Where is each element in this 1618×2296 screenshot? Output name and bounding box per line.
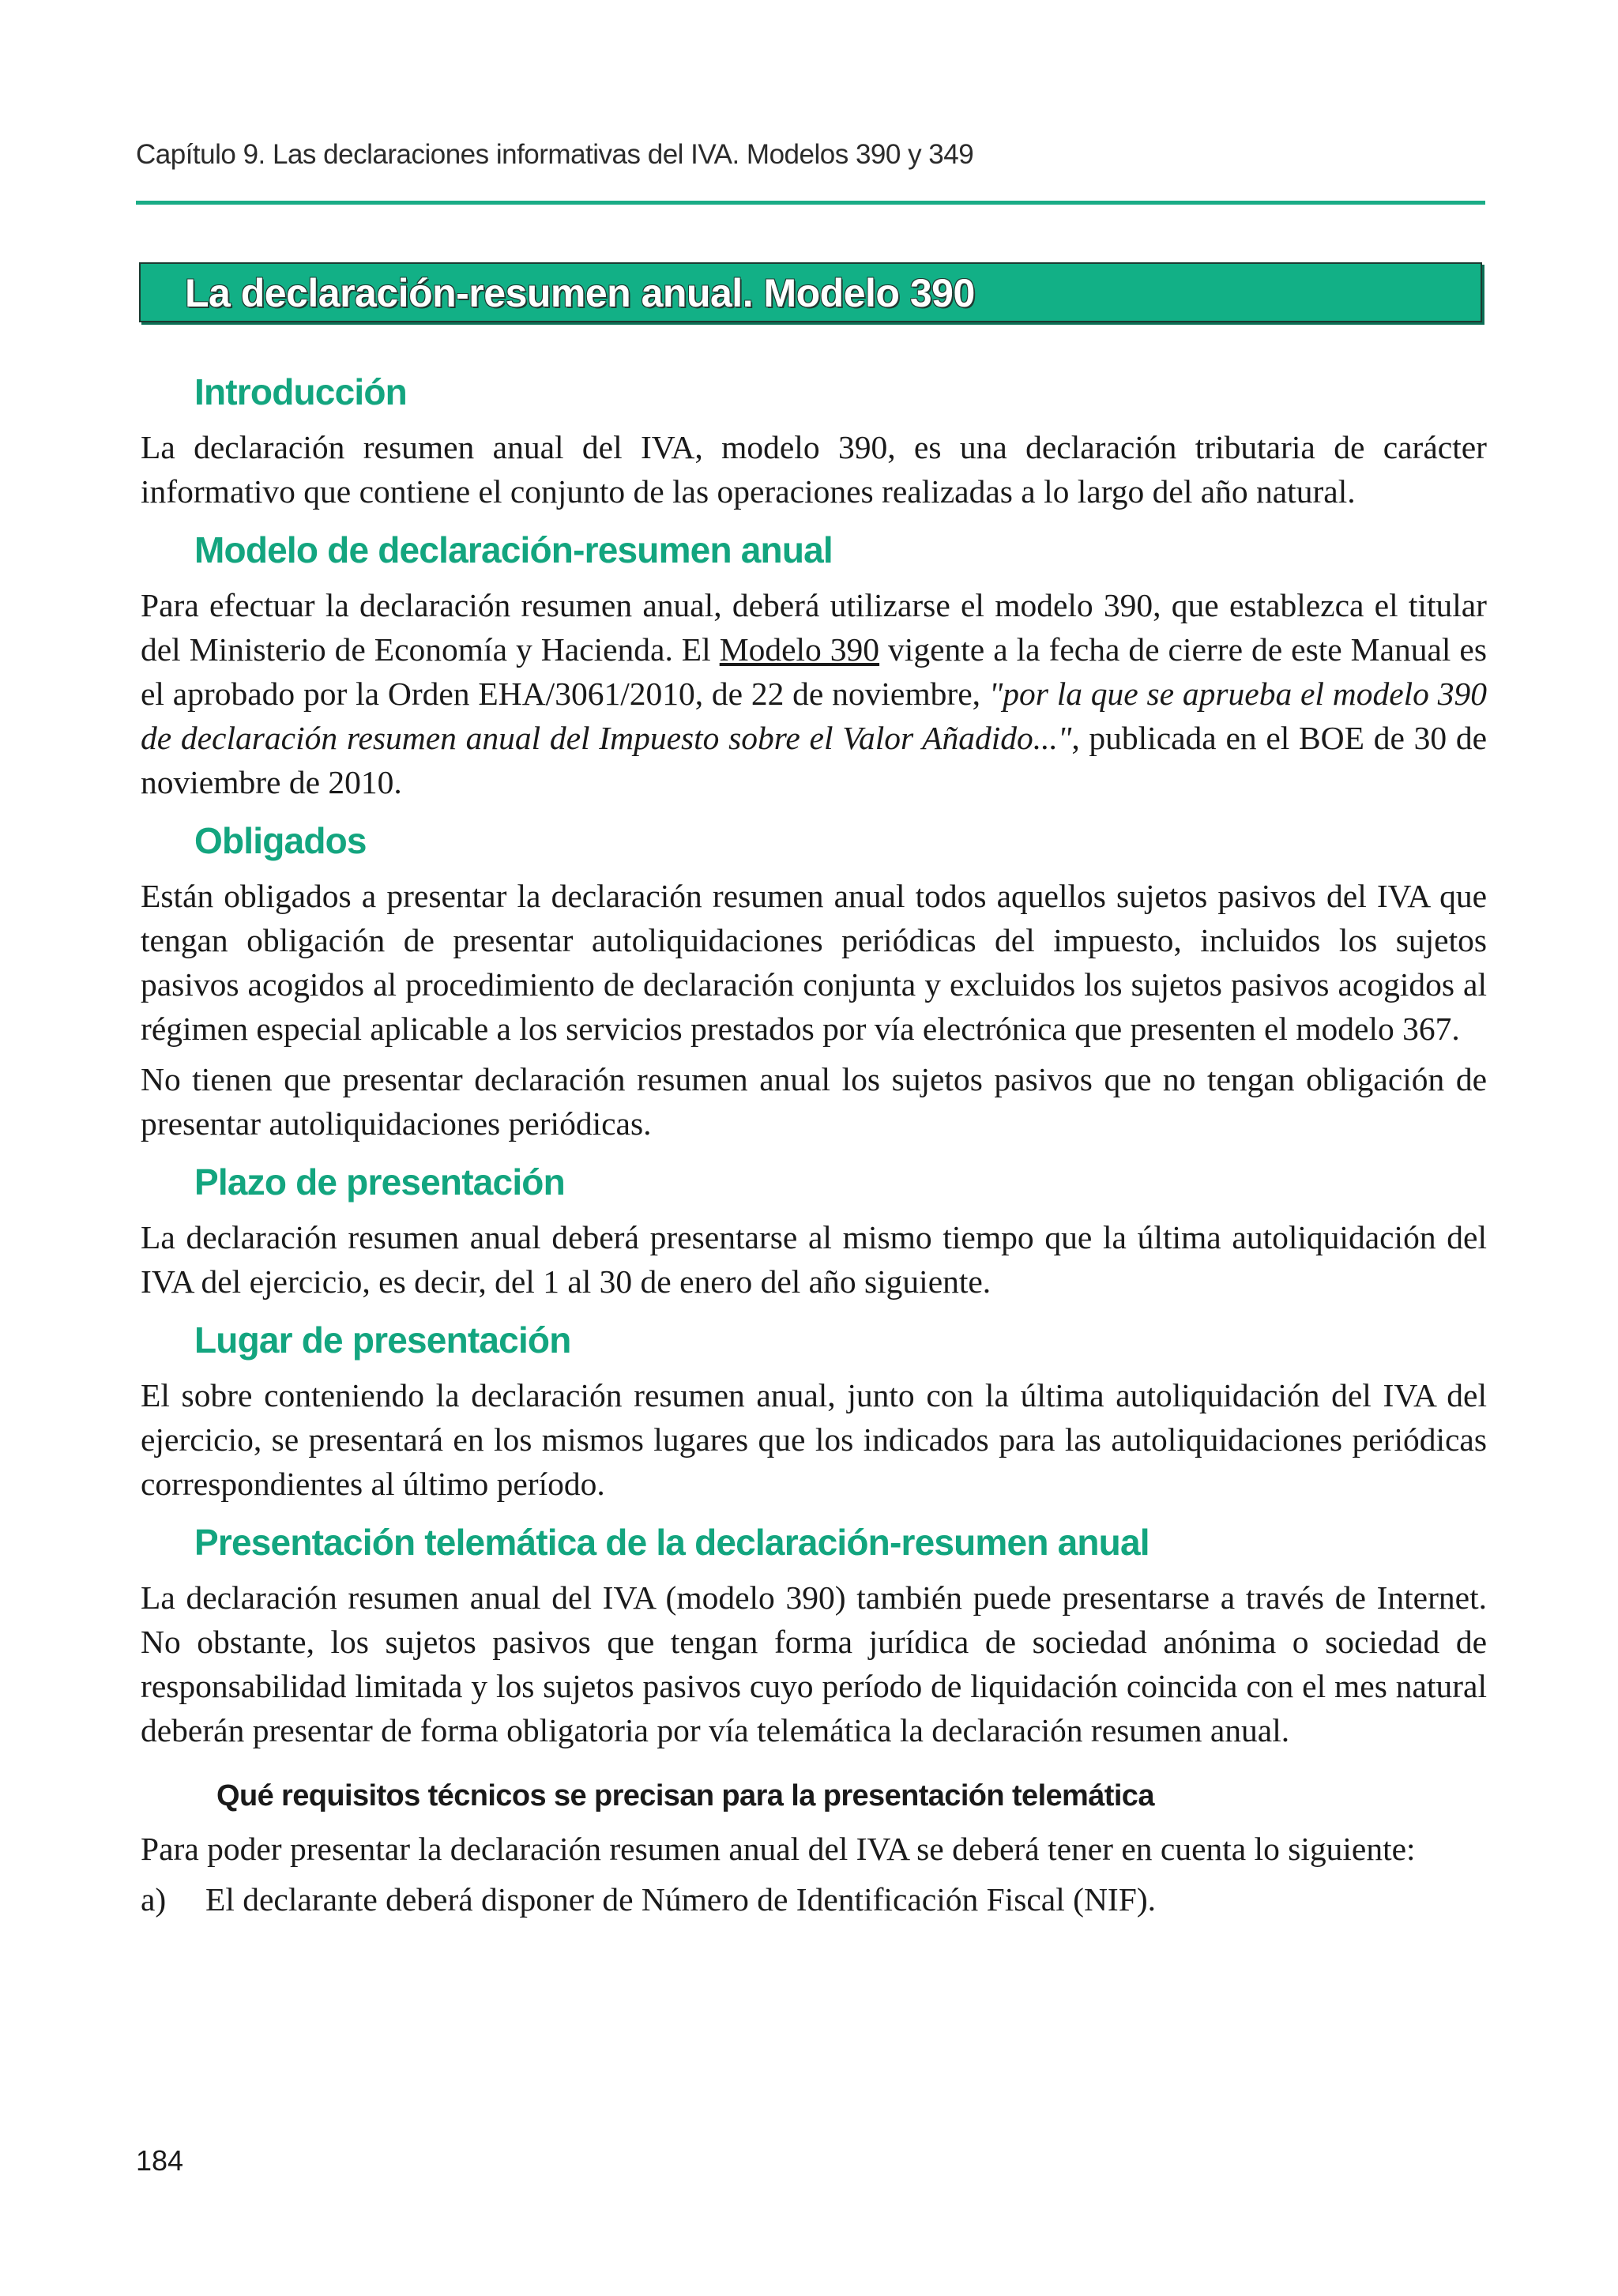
list-item-marker: a) xyxy=(141,1881,167,1918)
heading-obligados: Obligados xyxy=(194,820,367,861)
paragraph-obligados-2: No tienen que presentar declaración resumen anual los sujetos pasivos que no tengan obligación de presentar autoliquidaciones periódicas. xyxy=(141,1061,1487,1142)
page-number: 184 xyxy=(136,2144,184,2177)
modelo-390-link[interactable]: Modelo 390 xyxy=(719,631,880,668)
paragraph-obligados-1: Están obligados a presentar la declaración resumen anual todos aquellos sujetos pasivos del IVA que tengan obligación de presentar autoliquidaciones periódicas del impuesto, incluidos los sujetos pasivos acogidos al procedimiento de declaración conjunta y excluidos los sujetos pasivos acogidos al régimen especial aplicable a los servicios prestados por vía electrónica que presenten el modelo 367. xyxy=(141,878,1487,1047)
heading-requisitos: Qué requisitos técnicos se precisan para la presentación telemática xyxy=(216,1779,1154,1812)
heading-introduccion: Introducción xyxy=(194,371,407,412)
heading-lugar: Lugar de presentación xyxy=(194,1319,571,1361)
section-title: La declaración-resumen anual. Modelo 390 xyxy=(185,271,975,315)
paragraph-requisitos: Para poder presentar la declaración resumen anual del IVA se deberá tener en cuenta lo siguiente: xyxy=(141,1831,1416,1867)
paragraph-lugar: El sobre conteniendo la declaración resumen anual, junto con la última autoliquidación del IVA del ejercicio, se presentará en los mismos lugares que los indicados para las autoliquidaciones periódicas correspondientes al último período. xyxy=(141,1377,1487,1502)
page-content xyxy=(141,362,1487,1921)
paragraph-modelo-text-3: , publicada en el BOE de 30 de noviembre de 2010. xyxy=(141,720,1488,800)
heading-telematica: Presentación telemática de la declaración-resumen anual xyxy=(194,1522,1150,1563)
paragraph-modelo-text-2: vigente a la fecha de cierre de este Manual es el aprobado por la Orden EHA/3061/2010, de 22 de noviembre, xyxy=(141,631,1488,712)
running-header: Capítulo 9. Las declaraciones informativas del IVA. Modelos 390 y 349 xyxy=(136,139,974,170)
paragraph-modelo-quote: "por la que se aprueba el modelo 390 de declaración resumen anual del Impuesto sobre el Valor Añadido..." xyxy=(141,676,1487,756)
section-banner xyxy=(139,262,1482,322)
heading-plazo: Plazo de presentación xyxy=(194,1161,565,1203)
paragraph-modelo-text-1: Para efectuar la declaración resumen anual, deberá utilizarse el modelo 390, que establezca el titular del Ministerio de Economía y Hacienda. El xyxy=(141,587,1487,668)
list-item-text: El declarante deberá disponer de Número de Identificación Fiscal (NIF). xyxy=(205,1881,1157,1918)
heading-modelo: Modelo de declaración-resumen anual xyxy=(194,529,833,570)
paragraph-telematica: La declaración resumen anual del IVA (modelo 390) también puede presentarse a través de Internet. No obstante, los sujetos pasivos que tengan forma jurídica de sociedad anónima o sociedad de responsabilidad limitada y los sujetos pasivos cuyo período de liquidación coincida con el mes natural deberán presentar de forma obligatoria por vía telemática la declaración resumen anual. xyxy=(141,1579,1487,1748)
paragraph-introduccion: La declaración resumen anual del IVA, modelo 390, es una declaración tributaria de carácter informativo que contiene el conjunto de las operaciones realizadas a lo largo del año natural. xyxy=(141,429,1487,510)
paragraph-plazo: La declaración resumen anual deberá presentarse al mismo tiempo que la última autoliquidación del IVA del ejercicio, es decir, del 1 al 30 de enero del año siguiente. xyxy=(141,1219,1487,1300)
paragraph-modelo xyxy=(141,583,1487,804)
header-rule xyxy=(136,201,1485,205)
list-item xyxy=(141,1877,1487,1921)
